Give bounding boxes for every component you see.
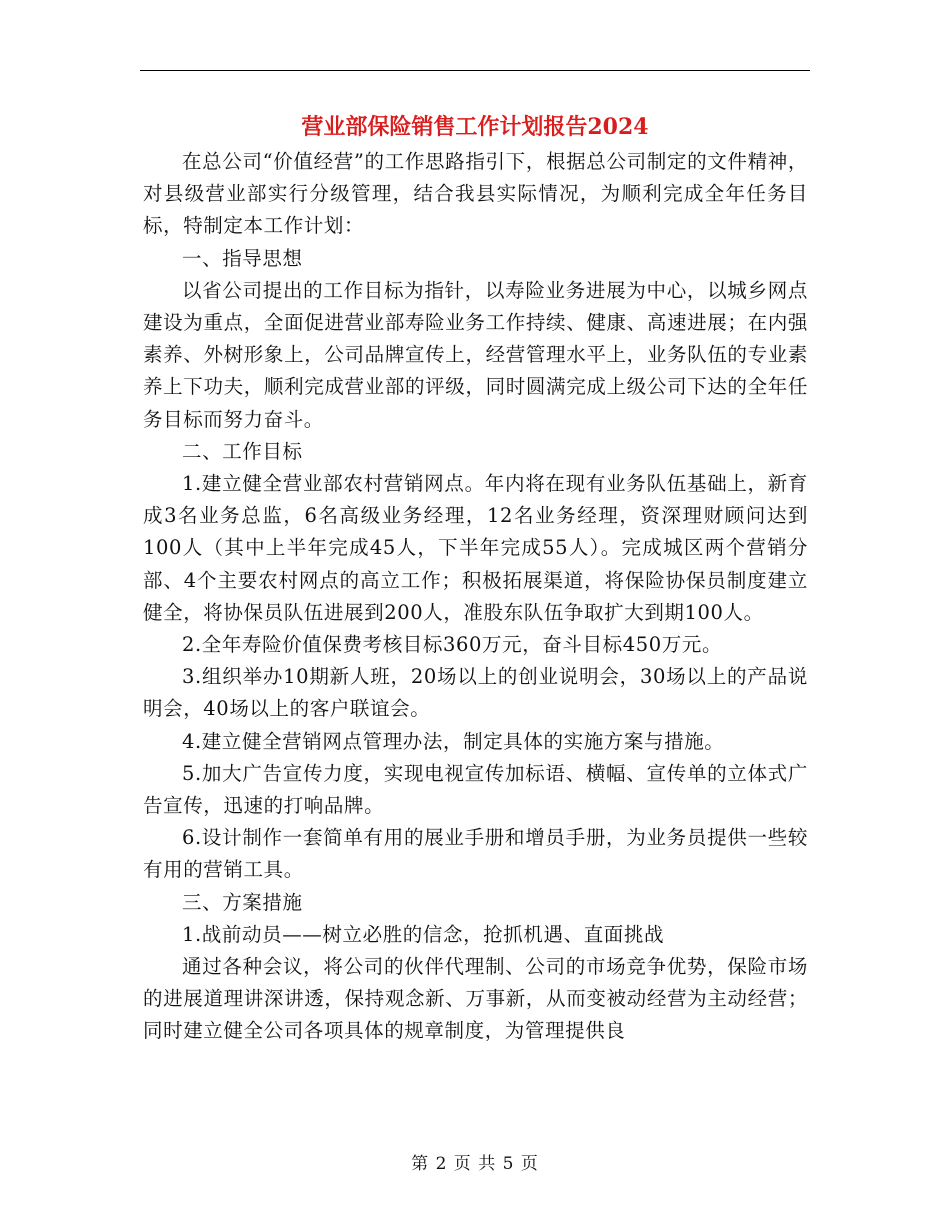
page-number: 第 2 页 共 5 页 [411,1154,539,1174]
paragraph-guiding-ideology: 以省公司提出的工作目标为指针，以寿险业务进展为中心，以城乡网点建设为重点，全面促进营业部寿险业务工作持续、健康、高速进展；在内强素养、外树形象上，公司品牌宣传上，经营管理水平上，业务队伍的专业素养上下功夫，顺利完成营业部的评级，同时圆满完成上级公司下达的全年任务目标而努力奋斗。 [143,278,808,431]
document-title: 营业部保险销售工作计划报告2024 [301,114,649,140]
goal-item-5: 5.加大广告宣传力度，实现电视宣传加标语、横幅、宣传单的立体式广告宣传，迅速的打响品牌。 [143,761,808,818]
section-heading-measures: 三、方案措施 [182,890,303,914]
paragraph-intro: 在总公司“价值经营”的工作思路指引下，根据总公司制定的文件精神，对县级营业部实行分级管理，结合我县实际情况，为顺利完成全年任务目标，特制定本工作计划： [143,150,808,238]
section-heading-guiding-ideology: 一、指导思想 [182,246,303,270]
goal-item-1: 1.建立健全营业部农村营销网点。年内将在现有业务队伍基础上，新育成3名业务总监，6名高级业务经理，12名业务经理，资深理财顾问达到100人（其中上半年完成45人，下半年完成55人）。完成城区两个营销分部、4个主要农村网点的高立工作；积极拓展渠道，将保险协保员制度建立健全，将协保员队伍进展到200人，准股东队伍争取扩大到期100人。 [143,472,808,624]
document-body [143,146,808,1048]
goal-item-6: 6.设计制作一套简单有用的展业手册和增员手册，为业务员提供一些较有用的营销工具。 [143,826,808,882]
header-rule [140,70,810,71]
section-heading-work-goals: 二、工作目标 [182,439,303,463]
goal-item-4: 4.建立健全营销网点管理办法，制定具体的实施方案与措施。 [182,729,725,753]
goal-item-3: 3.组织举办10期新人班，20场以上的创业说明会，30场以上的产品说明会，40场以上的客户联谊会。 [143,665,808,721]
paragraph-measure-1-detail: 通过各种会议，将公司的伙伴代理制、公司的市场竞争优势，保险市场的进展道理讲深讲透，保持观念新、万事新，从而变被动经营为主动经营；同时建立健全公司各项具体的规章制度，为管理提供良 [143,955,808,1043]
goal-item-2: 2.全年寿险价值保费考核目标360万元，奋斗目标450万元。 [182,633,723,657]
measure-item-1: 1.战前动员——树立必胜的信念，抢抓机遇、直面挑战 [182,922,665,946]
